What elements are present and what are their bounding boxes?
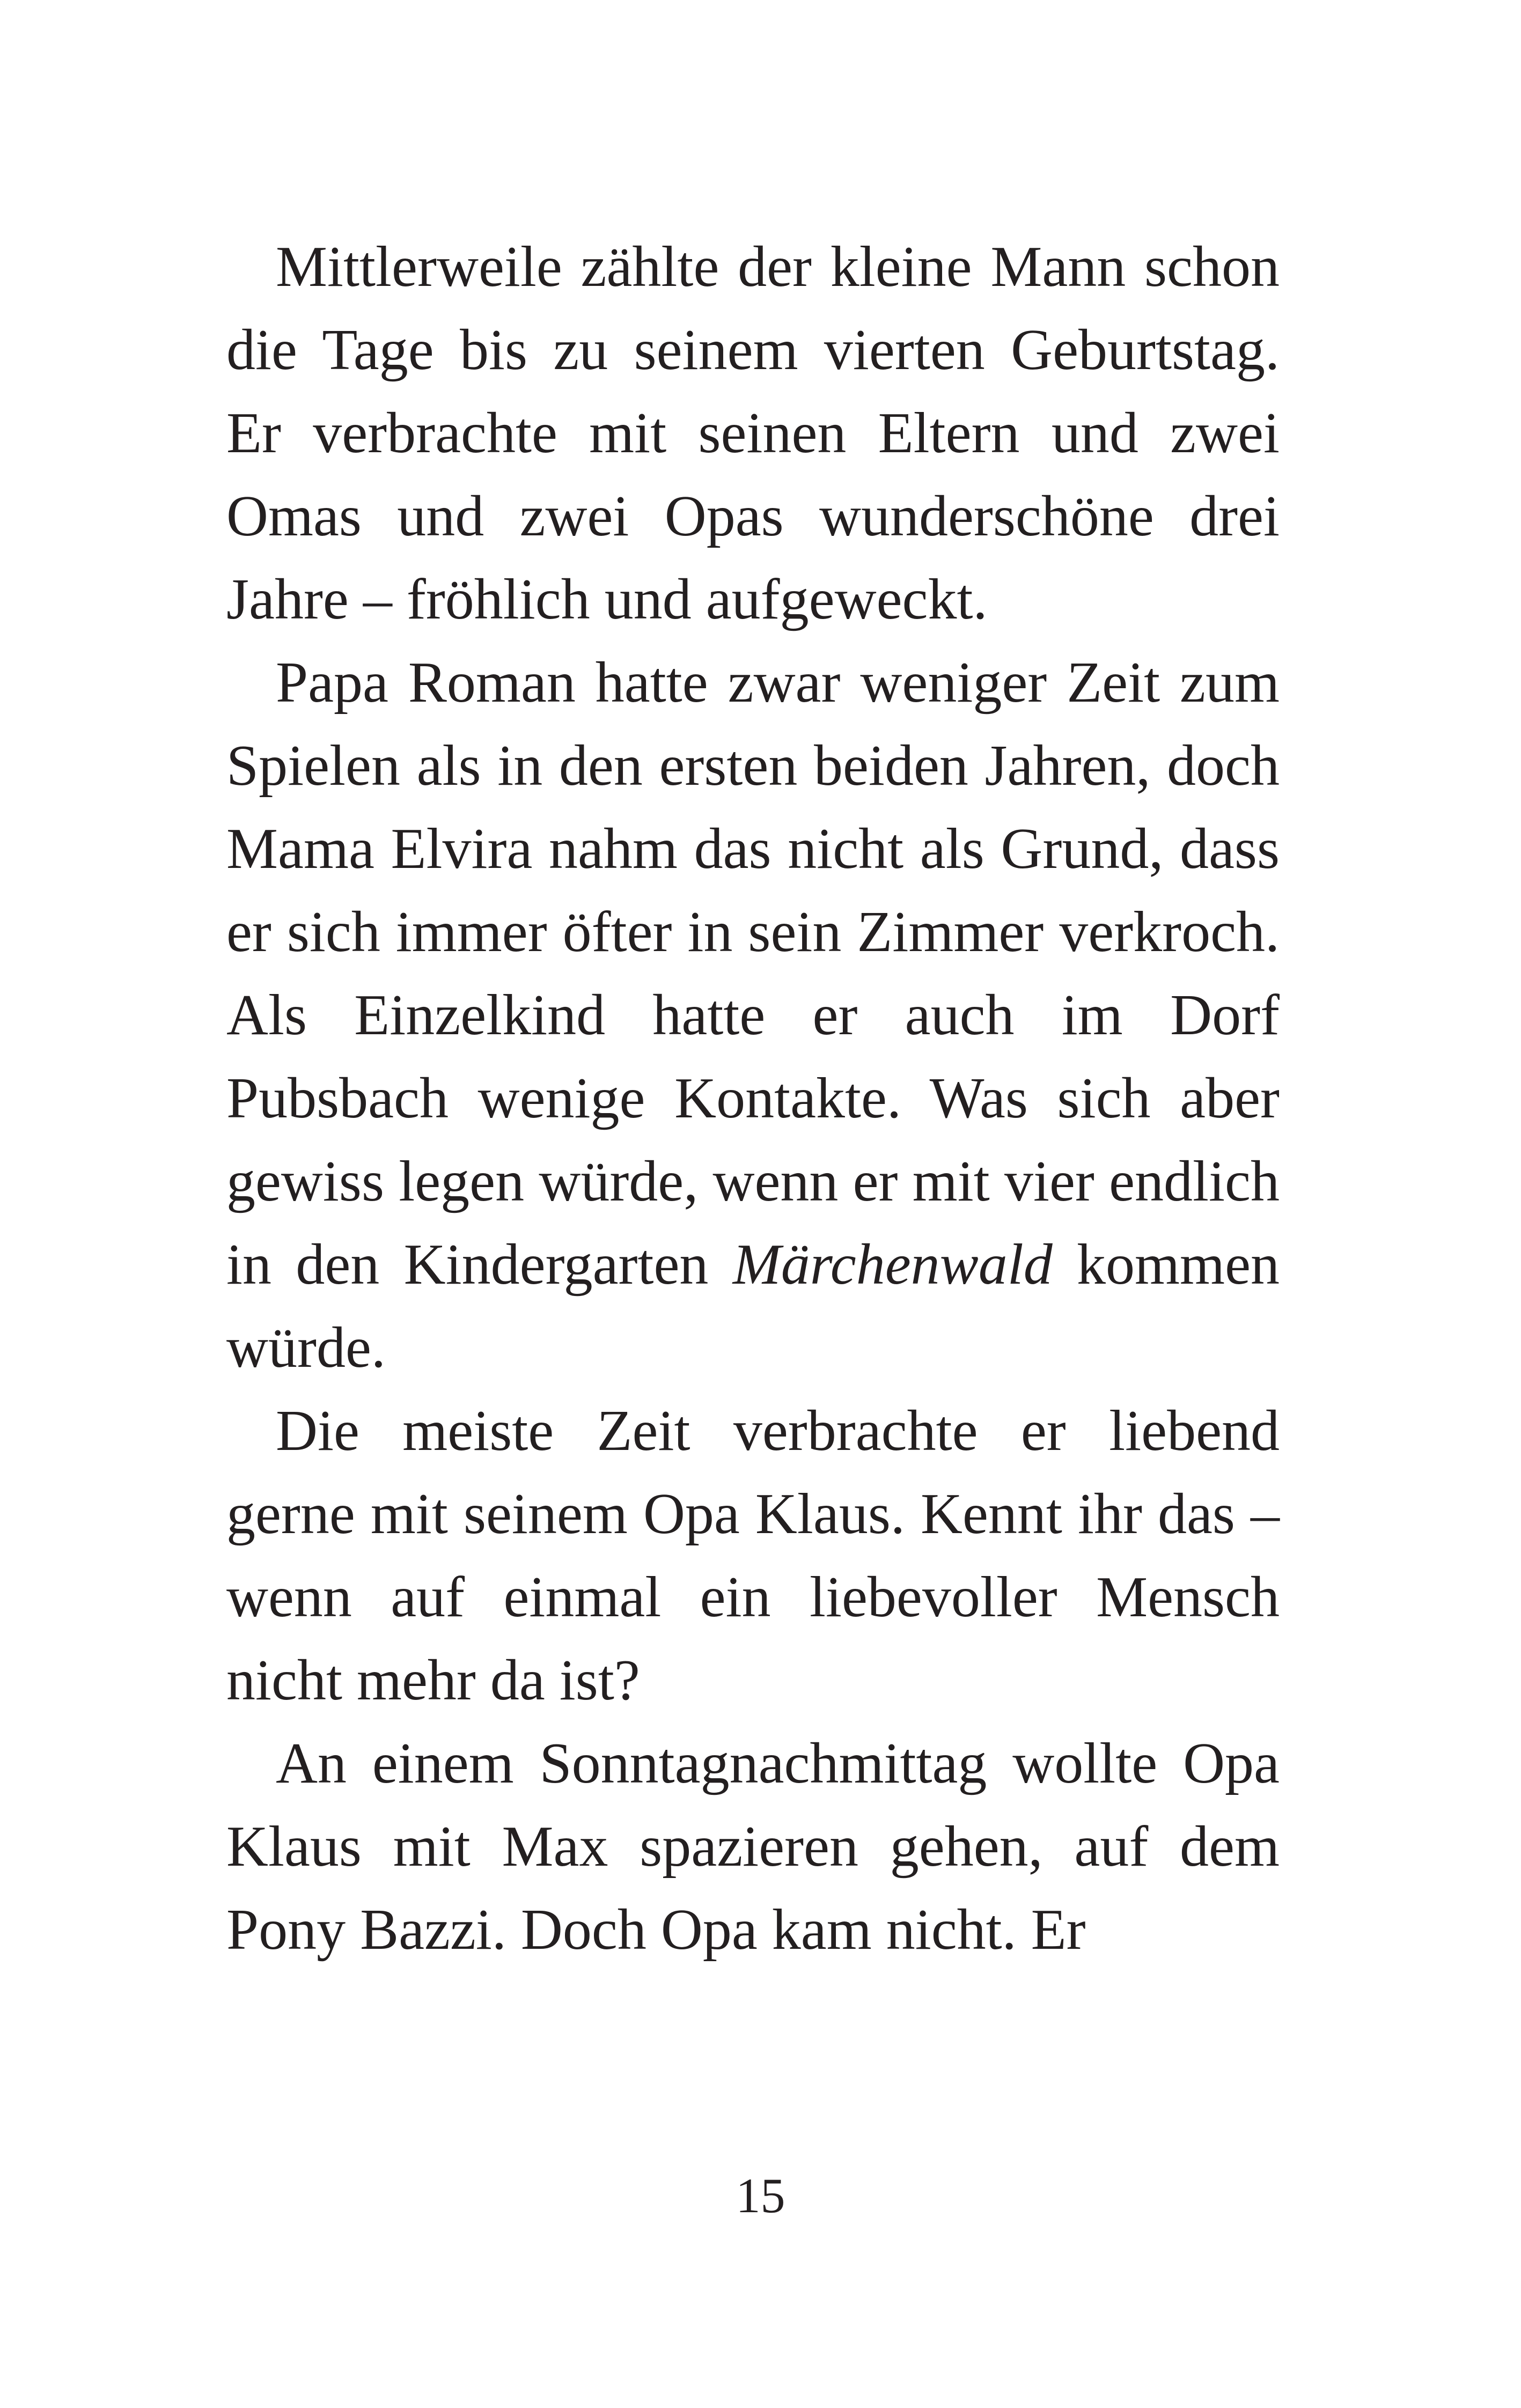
paragraph-2 (226, 641, 1280, 1389)
body-text (226, 225, 1280, 1971)
kindergarten-name-italic: Märchenwald (732, 1233, 1053, 1297)
paragraph-4: An einem Sonntagnachmittag wollte Opa Klaus mit Max spazieren gehen, auf dem Pony Bazzi. Doch Opa kam nicht. Er (226, 1732, 1280, 1962)
paragraph-2-text-before: Papa Roman hatte zwar weniger Zeit zum Spielen als in den ersten beiden Jahren, doch Mama Elvira nahm das nicht als Grund, dass er sich immer öfter in sein Zimmer verkroch. Als Einzelkind hatte er auch im Dorf Pubsbach wenige Kontakte. Was sich aber gewiss legen würde, wenn er mit vier endlich in den Kindergarten (226, 651, 1280, 1297)
page-number: 15 (736, 2168, 785, 2223)
paragraph-3: Die meiste Zeit verbrachte er liebend gerne mit seinem Opa Klaus. Kennt ihr das – wenn auf einmal ein liebevoller Mensch nicht mehr da ist? (226, 1399, 1280, 1712)
paragraph-2-text-after: kommen würde. (226, 1233, 1280, 1380)
paragraph-1: Mittlerweile zählte der kleine Mann schon die Tage bis zu seinem vierten Geburtstag. Er verbrachte mit seinen Eltern und zwei Omas und zwei Opas wunderschöne drei Jahre – fröhlich und aufgeweckt. (226, 235, 1280, 631)
